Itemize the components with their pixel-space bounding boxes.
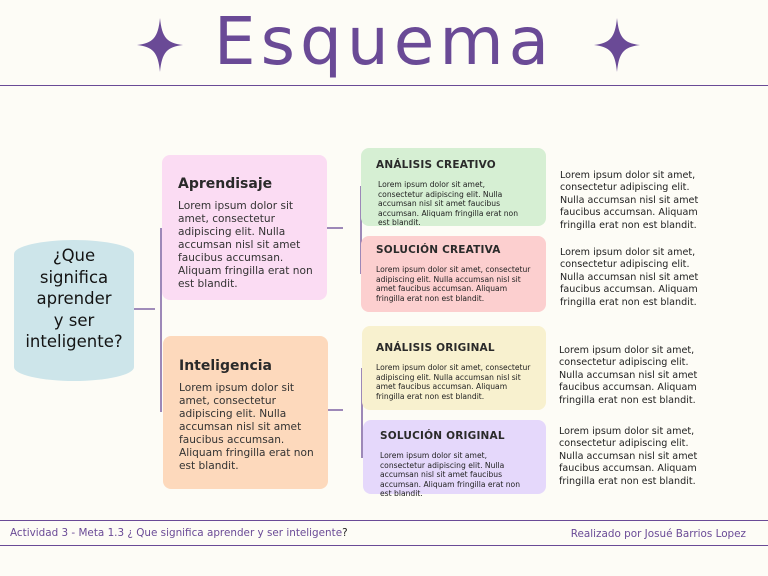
branch-card-aprendisaje [162,155,327,300]
footer-activity [10,527,348,539]
central-node-text: ¿Que significa aprender y ser inteligente? [25,246,123,351]
side-note: Lorem ipsum dolor sit amet, consectetur adipiscing elit. Nulla accumsan nisl sit amet faucibus accumsan. Aliquam fringilla erat non est blandit. [559,345,698,406]
footer-divider-bottom [0,545,768,546]
subnode-analisis-original [362,326,546,410]
subnode-body: Lorem ipsum dolor sit amet, consectetur adipiscing elit. Nulla accumsan nisl sit amet faucibus accumsan. Aliquam fringilla erat non est blandit. [378,180,519,228]
subnode-body: Lorem ipsum dolor sit amet, consectetur adipiscing elit. Nulla accumsan nisl sit amet faucibus accumsan. Aliquam fringilla erat non est blandit. [380,451,521,499]
subnode-body: Lorem ipsum dolor sit amet, consectetur adipiscing elit. Nulla accumsan nisl sit amet faucibus accumsan. Aliquam fringilla erat non est blandit. [376,265,531,303]
side-note: Lorem ipsum dolor sit amet, consectetur adipiscing elit. Nulla accumsan nisl sit amet faucibus accumsan. Aliquam fringilla erat non est blandit. [560,170,699,231]
subnode-title: ANÁLISIS CREATIVO [376,159,496,171]
subnode-title: SOLUCIÓN ORIGINAL [380,430,505,442]
subnode-title: ANÁLISIS ORIGINAL [376,342,495,354]
subnode-title: SOLUCIÓN CREATIVA [376,244,501,256]
side-note: Lorem ipsum dolor sit amet, consectetur adipiscing elit. Nulla accumsan nisl sit amet faucibus accumsan. Aliquam fringilla erat non est blandit. [559,426,698,487]
branch-title: Aprendisaje [178,176,273,192]
footer-divider-top [0,520,768,521]
side-note: Lorem ipsum dolor sit amet, consectetur adipiscing elit. Nulla accumsan nisl sit amet faucibus accumsan. Aliquam fringilla erat non est blandit. [560,247,699,308]
subnode-solucion-original [363,420,546,499]
branch-card-inteligencia [163,336,328,489]
subnode-analisis-creativo [361,148,546,226]
branch-body: Lorem ipsum dolor sit amet, consectetur adipiscing elit. Nulla accumsan nisl sit amet faucibus accumsan. Aliquam fringilla erat non est blandit. [179,382,314,472]
subnode-solucion-creativa [361,236,546,312]
subnode-body: Lorem ipsum dolor sit amet, consectetur adipiscing elit. Nulla accumsan nisl sit amet faucibus accumsan. Aliquam fringilla erat non est blandit. [376,363,531,401]
branch-title: Inteligencia [179,358,272,374]
page-title: Esquema [213,3,555,80]
footer-author: Realizado por Josué Barrios Lopez [570,528,746,540]
branch-body: Lorem ipsum dolor sit amet, consectetur adipiscing elit. Nulla accumsan nisl sit amet faucibus accumsan. Aliquam fringilla erat non est blandit. [178,200,313,290]
footer-question-mark: ? [342,527,348,539]
footer-activity-text: Actividad 3 - Meta 1.3 ¿ Que significa aprender y ser inteligente [10,527,343,539]
